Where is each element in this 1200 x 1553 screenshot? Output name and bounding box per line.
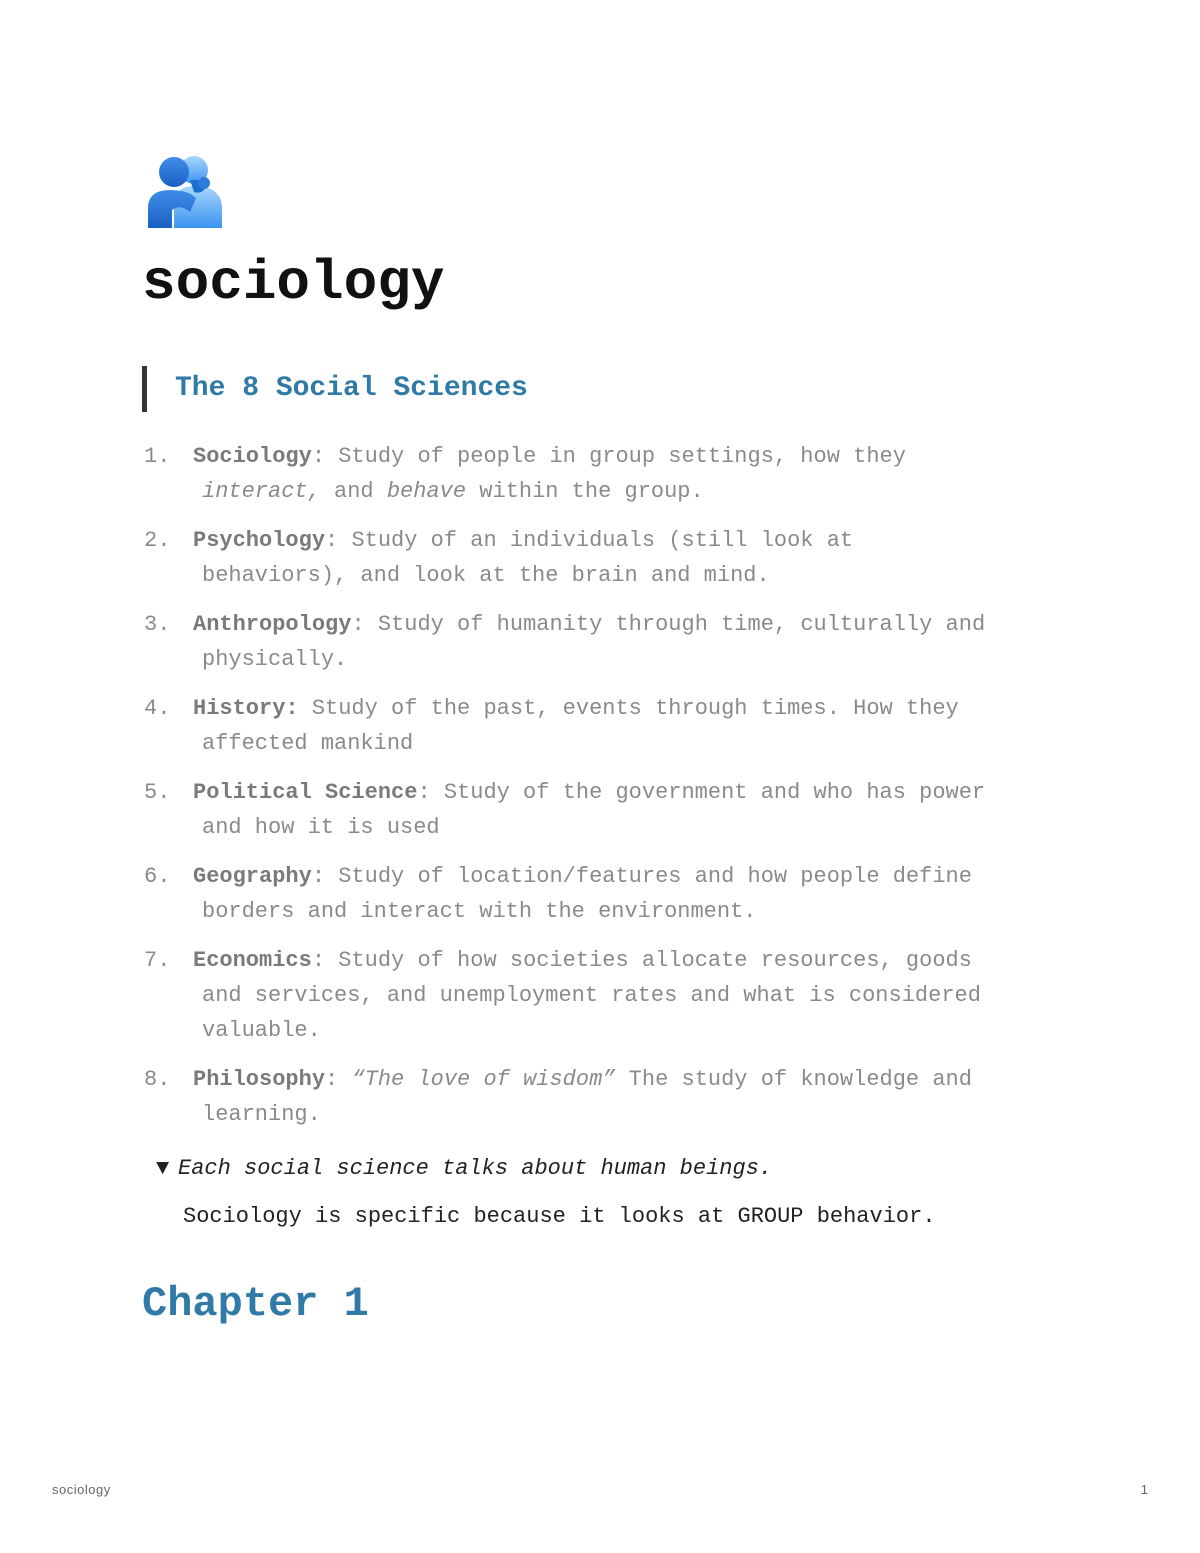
definition-line-1: Study of how societies allocate resources, goods (338, 948, 972, 973)
definition-line-3: valuable. (202, 1018, 321, 1043)
separator: : (325, 1067, 352, 1092)
quote: “The love of wisdom” (351, 1067, 616, 1092)
toggle-content: Sociology is specific because it looks at GROUP behavior. (183, 1204, 936, 1229)
chapter-heading: Chapter 1 (142, 1280, 369, 1328)
definition-line-1: Study of an individuals (still look at (351, 528, 854, 553)
page-number: 1 (1140, 1482, 1148, 1497)
separator: : (311, 444, 339, 469)
list-item-anthropology (144, 607, 1044, 677)
list-number: 1. (144, 444, 171, 469)
social-sciences-list (144, 439, 1044, 1146)
people-hugging-icon (144, 150, 224, 230)
list-item-psychology (144, 523, 1044, 593)
list-number: 6. (144, 864, 171, 889)
term: History: (193, 696, 299, 721)
separator: : (311, 948, 339, 973)
term: Geography (193, 864, 312, 889)
separator: : (417, 780, 444, 805)
definition-line-2 (193, 479, 704, 504)
definition-line-2: physically. (202, 647, 348, 672)
italic-behave: behave (386, 479, 467, 504)
definition-line-1: Study of location/features and how people define (338, 864, 972, 889)
separator: : (351, 612, 378, 637)
list-item-geography (144, 859, 1044, 929)
list-item-political-science (144, 775, 1044, 845)
term: Psychology (193, 528, 326, 553)
definition-line-2: behaviors), and look at the brain and mind. (202, 563, 770, 588)
definition-line-2: borders and interact with the environment. (202, 899, 757, 924)
definition-line-2: affected mankind (202, 731, 414, 756)
term: Philosophy (193, 1067, 326, 1092)
separator: : (325, 528, 352, 553)
list-number: 4. (144, 696, 171, 721)
list-item-history (144, 691, 1044, 761)
page-title: sociology (142, 251, 445, 315)
separator (299, 696, 312, 721)
list-number: 8. (144, 1067, 171, 1092)
list-number: 7. (144, 948, 171, 973)
list-number: 2. (144, 528, 171, 553)
term: Sociology (193, 444, 312, 469)
definition-line-1: Study of humanity through time, culturally and (377, 612, 986, 637)
definition-line-1: Study of the past, events through times. How they (311, 696, 959, 721)
list-item-sociology (144, 439, 1044, 509)
list-number: 5. (144, 780, 171, 805)
definition-text: within the group. (466, 479, 704, 504)
definition-line-1: Study of people in group settings, how they (338, 444, 906, 469)
definition-line-1: Study of the government and who has power (443, 780, 986, 805)
term: Anthropology (193, 612, 352, 637)
definition-line-1: The study of knowledge and (615, 1067, 972, 1092)
list-item-philosophy (144, 1062, 1044, 1132)
separator: : (311, 864, 339, 889)
list-item-economics (144, 943, 1044, 1048)
definition-line-2: and how it is used (202, 815, 440, 840)
term: Political Science (193, 780, 418, 805)
definition-line-2: and services, and unemployment rates and what is considered (202, 983, 981, 1008)
toggle-block[interactable] (156, 1151, 772, 1186)
italic-interact: interact, (202, 479, 321, 504)
list-number: 3. (144, 612, 171, 637)
toggle-label: Each social science talks about human beings. (178, 1156, 773, 1181)
definition-line-2: learning. (202, 1102, 321, 1127)
footer-title: sociology (52, 1482, 111, 1497)
definition-text: and (320, 479, 387, 504)
toggle-triangle-icon[interactable]: ▼ (156, 1156, 170, 1181)
term: Economics (193, 948, 312, 973)
section-heading: The 8 Social Sciences (142, 366, 528, 412)
